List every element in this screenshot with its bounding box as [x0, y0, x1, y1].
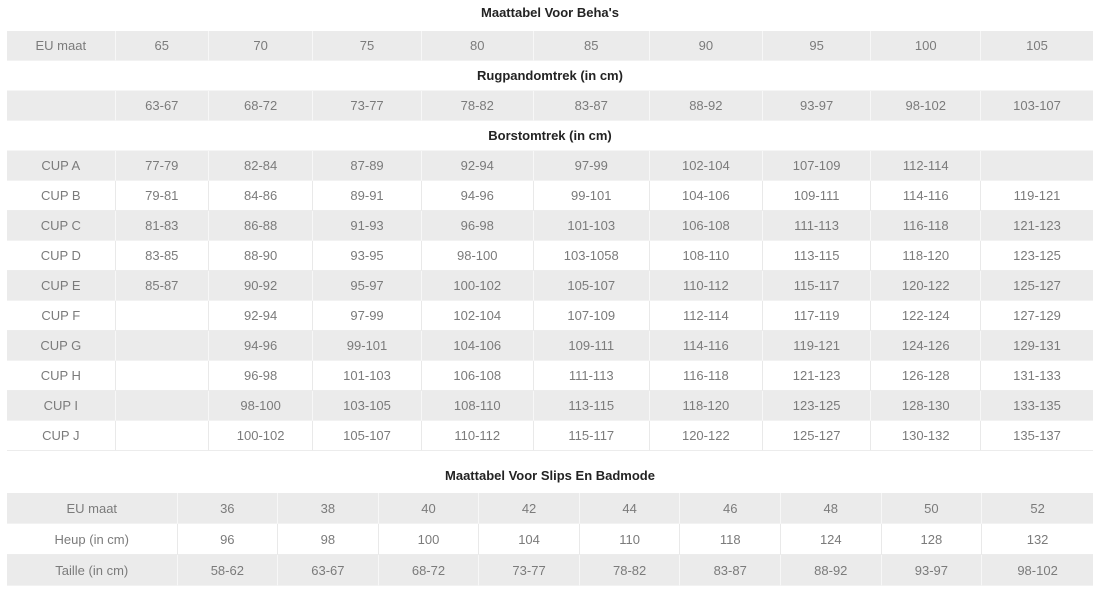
value-cell: 100-102 [209, 421, 313, 451]
value-cell: 120-122 [650, 421, 763, 451]
value-cell: 119-121 [763, 331, 872, 361]
value-cell: 46 [680, 493, 781, 524]
value-cell: 112-114 [650, 301, 763, 331]
value-cell: 115-117 [763, 271, 872, 301]
value-cell: 114-116 [650, 331, 763, 361]
value-cell: 128 [882, 524, 983, 555]
value-cell: 85 [534, 31, 650, 61]
value-cell: 110-112 [422, 421, 534, 451]
table-row [7, 301, 1093, 331]
value-cell: 101-103 [313, 361, 422, 391]
value-cell: 83-87 [680, 555, 781, 586]
value-cell: 96 [178, 524, 279, 555]
value-cell: 110-112 [650, 271, 763, 301]
value-cell: 126-128 [871, 361, 981, 391]
value-cell: 83-87 [534, 91, 650, 121]
value-cell: 118-120 [650, 391, 763, 421]
value-cell: 100 [379, 524, 480, 555]
briefs-table-body [7, 493, 1093, 586]
value-cell: 36 [178, 493, 279, 524]
value-cell: 94-96 [209, 331, 313, 361]
bra-table-body [7, 31, 1093, 451]
value-cell [116, 421, 209, 451]
section-header-label: Borstomtrek (in cm) [7, 121, 1093, 151]
value-cell: 98 [278, 524, 379, 555]
value-cell: 121-123 [763, 361, 872, 391]
value-cell: 65 [116, 31, 209, 61]
value-cell: 80 [422, 31, 534, 61]
value-cell: 63-67 [116, 91, 209, 121]
value-cell: 77-79 [116, 151, 209, 181]
value-cell: 38 [278, 493, 379, 524]
value-cell: 100 [871, 31, 981, 61]
value-cell: 108-110 [650, 241, 763, 271]
row-label-cell: CUP H [7, 361, 116, 391]
value-cell: 124-126 [871, 331, 981, 361]
value-cell: 83-85 [116, 241, 209, 271]
row-label-cell: EU maat [7, 31, 116, 61]
value-cell: 90-92 [209, 271, 313, 301]
value-cell [116, 391, 209, 421]
value-cell: 118-120 [871, 241, 981, 271]
briefs-swimwear-table [7, 493, 1093, 586]
table-row [7, 331, 1093, 361]
value-cell: 97-99 [313, 301, 422, 331]
value-cell: 48 [781, 493, 882, 524]
value-cell: 100-102 [422, 271, 534, 301]
value-cell: 44 [580, 493, 681, 524]
value-cell: 93-95 [313, 241, 422, 271]
value-cell: 127-129 [981, 301, 1093, 331]
section-header-label: Rugpandomtrek (in cm) [7, 61, 1093, 91]
value-cell: 78-82 [580, 555, 681, 586]
value-cell: 70 [209, 31, 313, 61]
value-cell: 113-115 [534, 391, 650, 421]
value-cell: 98-102 [982, 555, 1093, 586]
table-row [7, 241, 1093, 271]
value-cell: 124 [781, 524, 882, 555]
value-cell: 95 [763, 31, 872, 61]
value-cell: 107-109 [534, 301, 650, 331]
value-cell: 114-116 [871, 181, 981, 211]
value-cell: 104-106 [422, 331, 534, 361]
value-cell: 103-105 [313, 391, 422, 421]
row-label-cell: CUP C [7, 211, 116, 241]
bra-size-table [7, 31, 1093, 451]
briefs-swimwear-section [7, 451, 1093, 586]
value-cell: 119-121 [981, 181, 1093, 211]
value-cell: 125-127 [981, 271, 1093, 301]
value-cell: 81-83 [116, 211, 209, 241]
briefs-table-title: Maattabel Voor Slips En Badmode [445, 468, 655, 483]
value-cell: 89-91 [313, 181, 422, 211]
value-cell: 107-109 [763, 151, 872, 181]
value-cell: 131-133 [981, 361, 1093, 391]
value-cell: 109-111 [534, 331, 650, 361]
bra-size-section [7, 4, 1093, 451]
value-cell: 58-62 [178, 555, 279, 586]
value-cell: 133-135 [981, 391, 1093, 421]
value-cell [116, 331, 209, 361]
value-cell: 123-125 [981, 241, 1093, 271]
value-cell: 105-107 [534, 271, 650, 301]
value-cell: 111-113 [534, 361, 650, 391]
table-row [7, 91, 1093, 121]
row-label-cell: Heup (in cm) [7, 524, 178, 555]
value-cell: 98-100 [209, 391, 313, 421]
value-cell: 103-1058 [534, 241, 650, 271]
value-cell: 105 [981, 31, 1093, 61]
value-cell: 98-100 [422, 241, 534, 271]
table-row [7, 181, 1093, 211]
value-cell: 120-122 [871, 271, 981, 301]
row-label-cell: CUP G [7, 331, 116, 361]
table-row [7, 524, 1093, 555]
value-cell: 99-101 [313, 331, 422, 361]
value-cell: 97-99 [534, 151, 650, 181]
row-label-cell: EU maat [7, 493, 178, 524]
value-cell: 101-103 [534, 211, 650, 241]
value-cell: 108-110 [422, 391, 534, 421]
value-cell: 116-118 [871, 211, 981, 241]
value-cell: 96-98 [209, 361, 313, 391]
value-cell: 110 [580, 524, 681, 555]
value-cell: 82-84 [209, 151, 313, 181]
row-label-cell: CUP F [7, 301, 116, 331]
row-label-cell: CUP J [7, 421, 116, 451]
value-cell [981, 151, 1093, 181]
value-cell: 91-93 [313, 211, 422, 241]
bra-table-title: Maattabel Voor Beha's [481, 5, 619, 20]
value-cell: 79-81 [116, 181, 209, 211]
table-row [7, 421, 1093, 451]
value-cell: 78-82 [422, 91, 534, 121]
section-header-row [7, 121, 1093, 151]
value-cell: 128-130 [871, 391, 981, 421]
value-cell: 68-72 [379, 555, 480, 586]
table-row [7, 361, 1093, 391]
row-label-cell: CUP E [7, 271, 116, 301]
value-cell: 95-97 [313, 271, 422, 301]
value-cell: 115-117 [534, 421, 650, 451]
value-cell: 99-101 [534, 181, 650, 211]
value-cell: 106-108 [650, 211, 763, 241]
row-label-cell: CUP B [7, 181, 116, 211]
value-cell: 92-94 [209, 301, 313, 331]
value-cell: 88-90 [209, 241, 313, 271]
table-row [7, 151, 1093, 181]
value-cell: 109-111 [763, 181, 872, 211]
value-cell: 40 [379, 493, 480, 524]
value-cell: 50 [882, 493, 983, 524]
table-row [7, 391, 1093, 421]
value-cell: 88-92 [781, 555, 882, 586]
section-header-row [7, 61, 1093, 91]
value-cell: 94-96 [422, 181, 534, 211]
value-cell: 135-137 [981, 421, 1093, 451]
value-cell: 93-97 [763, 91, 872, 121]
value-cell: 75 [313, 31, 422, 61]
value-cell: 84-86 [209, 181, 313, 211]
value-cell: 116-118 [650, 361, 763, 391]
value-cell: 42 [479, 493, 580, 524]
table-row [7, 493, 1093, 524]
value-cell: 73-77 [479, 555, 580, 586]
value-cell [116, 361, 209, 391]
value-cell: 111-113 [763, 211, 872, 241]
value-cell: 103-107 [981, 91, 1093, 121]
value-cell: 52 [982, 493, 1093, 524]
value-cell: 102-104 [650, 151, 763, 181]
row-label-cell: CUP A [7, 151, 116, 181]
value-cell: 96-98 [422, 211, 534, 241]
value-cell: 123-125 [763, 391, 872, 421]
value-cell: 87-89 [313, 151, 422, 181]
value-cell: 106-108 [422, 361, 534, 391]
value-cell: 130-132 [871, 421, 981, 451]
value-cell: 105-107 [313, 421, 422, 451]
value-cell: 104-106 [650, 181, 763, 211]
value-cell: 90 [650, 31, 763, 61]
row-label-cell [7, 91, 116, 121]
value-cell: 98-102 [871, 91, 981, 121]
value-cell: 113-115 [763, 241, 872, 271]
value-cell: 92-94 [422, 151, 534, 181]
row-label-cell: Taille (in cm) [7, 555, 178, 586]
value-cell: 73-77 [313, 91, 422, 121]
value-cell: 63-67 [278, 555, 379, 586]
value-cell: 68-72 [209, 91, 313, 121]
value-cell: 86-88 [209, 211, 313, 241]
value-cell: 93-97 [882, 555, 983, 586]
value-cell: 117-119 [763, 301, 872, 331]
value-cell: 85-87 [116, 271, 209, 301]
table-row [7, 31, 1093, 61]
value-cell: 104 [479, 524, 580, 555]
row-label-cell: CUP I [7, 391, 116, 421]
value-cell: 122-124 [871, 301, 981, 331]
table-row [7, 555, 1093, 586]
table-row [7, 271, 1093, 301]
value-cell: 129-131 [981, 331, 1093, 361]
table-row [7, 211, 1093, 241]
value-cell: 118 [680, 524, 781, 555]
row-label-cell: CUP D [7, 241, 116, 271]
value-cell: 125-127 [763, 421, 872, 451]
value-cell [116, 301, 209, 331]
value-cell: 112-114 [871, 151, 981, 181]
value-cell: 132 [982, 524, 1093, 555]
value-cell: 121-123 [981, 211, 1093, 241]
value-cell: 88-92 [650, 91, 763, 121]
value-cell: 102-104 [422, 301, 534, 331]
